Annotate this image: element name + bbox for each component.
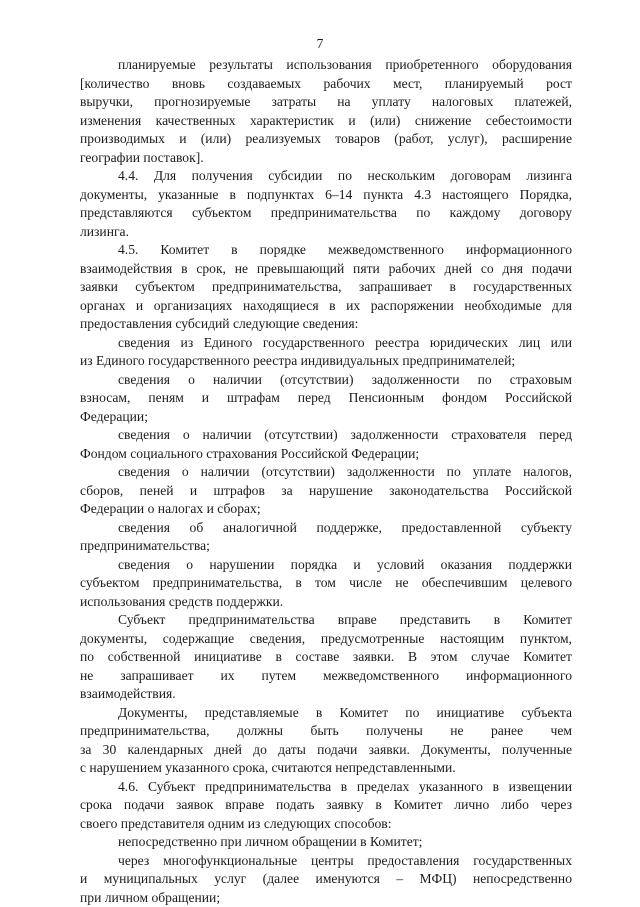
- text-line: производимых и (или) реализуемых товаров (работ, услуг), расширение: [80, 130, 572, 149]
- text-line: выручки, прогнозируемые затраты на уплату налоговых платежей,: [80, 93, 572, 112]
- text-line: Федерации;: [80, 408, 572, 427]
- text-line: Федерации о налогах и сборах;: [80, 500, 572, 519]
- paragraph-p10: [80, 611, 572, 704]
- text-line: представляются субъектом предпринимательства по каждому договору: [80, 204, 572, 223]
- paragraph-p7: [80, 463, 572, 519]
- text-line: 4.5. Комитет в порядке межведомственного информационного: [80, 241, 572, 260]
- paragraph-p14: [80, 852, 572, 907]
- paragraph-p4: [80, 334, 572, 371]
- text-line: изменения качественных характеристик и (или) снижение себестоимости: [80, 112, 572, 131]
- text-line: и муниципальных услуг (далее именуются – МФЦ) непосредственно: [80, 870, 572, 889]
- text-line: сведения об аналогичной поддержке, предоставленной субъекту: [80, 519, 572, 538]
- document-body: [80, 56, 572, 907]
- text-line: взносам, пеням и штрафам перед Пенсионным фондом Российской: [80, 389, 572, 408]
- paragraph-p13: [80, 833, 572, 852]
- text-line: 4.4. Для получения субсидии по нескольким договорам лизинга: [80, 167, 572, 186]
- paragraph-p2: [80, 167, 572, 241]
- text-line: лизинга.: [80, 223, 572, 242]
- text-line: географии поставок].: [80, 149, 572, 168]
- text-line: предоставления субсидий следующие сведения:: [80, 315, 572, 334]
- text-line: органах и организациях находящиеся в их распоряжении необходимые для: [80, 297, 572, 316]
- text-line: сведения о наличии (отсутствии) задолженности страхователя перед: [80, 426, 572, 445]
- text-line: предпринимательства;: [80, 537, 572, 556]
- text-line: через многофункциональные центры предоставления государственных: [80, 852, 572, 871]
- page-number: 7: [0, 36, 640, 52]
- text-line: своего представителя одним из следующих способов:: [80, 815, 572, 834]
- text-line: при личном обращении;: [80, 889, 572, 907]
- paragraph-p1: [80, 56, 572, 167]
- text-line: взаимодействия.: [80, 685, 572, 704]
- text-line: Документы, представляемые в Комитет по инициативе субъекта: [80, 704, 572, 723]
- text-line: за 30 календарных дней до даты подачи заявки. Документы, полученные: [80, 741, 572, 760]
- text-line: сведения о наличии (отсутствии) задолженности по уплате налогов,: [80, 463, 572, 482]
- text-line: из Единого государственного реестра индивидуальных предпринимателей;: [80, 352, 572, 371]
- paragraph-p9: [80, 556, 572, 612]
- text-line: сведения о нарушении порядка и условий оказания поддержки: [80, 556, 572, 575]
- text-line: не запрашивает их путем межведомственного информационного: [80, 667, 572, 686]
- paragraph-p11: [80, 704, 572, 778]
- paragraph-p12: [80, 778, 572, 834]
- text-line: сборов, пеней и штрафов за нарушение законодательства Российской: [80, 482, 572, 501]
- text-line: [количество вновь создаваемых рабочих мест, планируемый рост: [80, 75, 572, 94]
- paragraph-p8: [80, 519, 572, 556]
- text-line: Субъект предпринимательства вправе представить в Комитет: [80, 611, 572, 630]
- text-line: с нарушением указанного срока, считаются непредставленными.: [80, 759, 572, 778]
- text-line: срока подачи заявок вправе подать заявку в Комитет лично либо через: [80, 796, 572, 815]
- text-line: субъектом предпринимательства, в том числе не обеспечившим целевого: [80, 574, 572, 593]
- text-line: использования средств поддержки.: [80, 593, 572, 612]
- text-line: 4.6. Субъект предпринимательства в пределах указанного в извещении: [80, 778, 572, 797]
- text-line: непосредственно при личном обращении в Комитет;: [80, 833, 572, 852]
- paragraph-p6: [80, 426, 572, 463]
- text-line: сведения из Единого государственного реестра юридических лиц или: [80, 334, 572, 353]
- text-line: планируемые результаты использования приобретенного оборудования: [80, 56, 572, 75]
- text-line: предпринимательства, должны быть получены не ранее чем: [80, 722, 572, 741]
- text-line: документы, содержащие сведения, предусмотренные настоящим пунктом,: [80, 630, 572, 649]
- text-line: взаимодействия в срок, не превышающий пяти рабочих дней со дня подачи: [80, 260, 572, 279]
- text-line: Фондом социального страхования Российской Федерации;: [80, 445, 572, 464]
- text-line: по собственной инициативе в составе заявки. В этом случае Комитет: [80, 648, 572, 667]
- text-line: сведения о наличии (отсутствии) задолженности по страховым: [80, 371, 572, 390]
- paragraph-p3: [80, 241, 572, 334]
- text-line: документы, указанные в подпунктах 6–14 пункта 4.3 настоящего Порядка,: [80, 186, 572, 205]
- text-line: заявки субъектом предпринимательства, запрашивает в государственных: [80, 278, 572, 297]
- paragraph-p5: [80, 371, 572, 427]
